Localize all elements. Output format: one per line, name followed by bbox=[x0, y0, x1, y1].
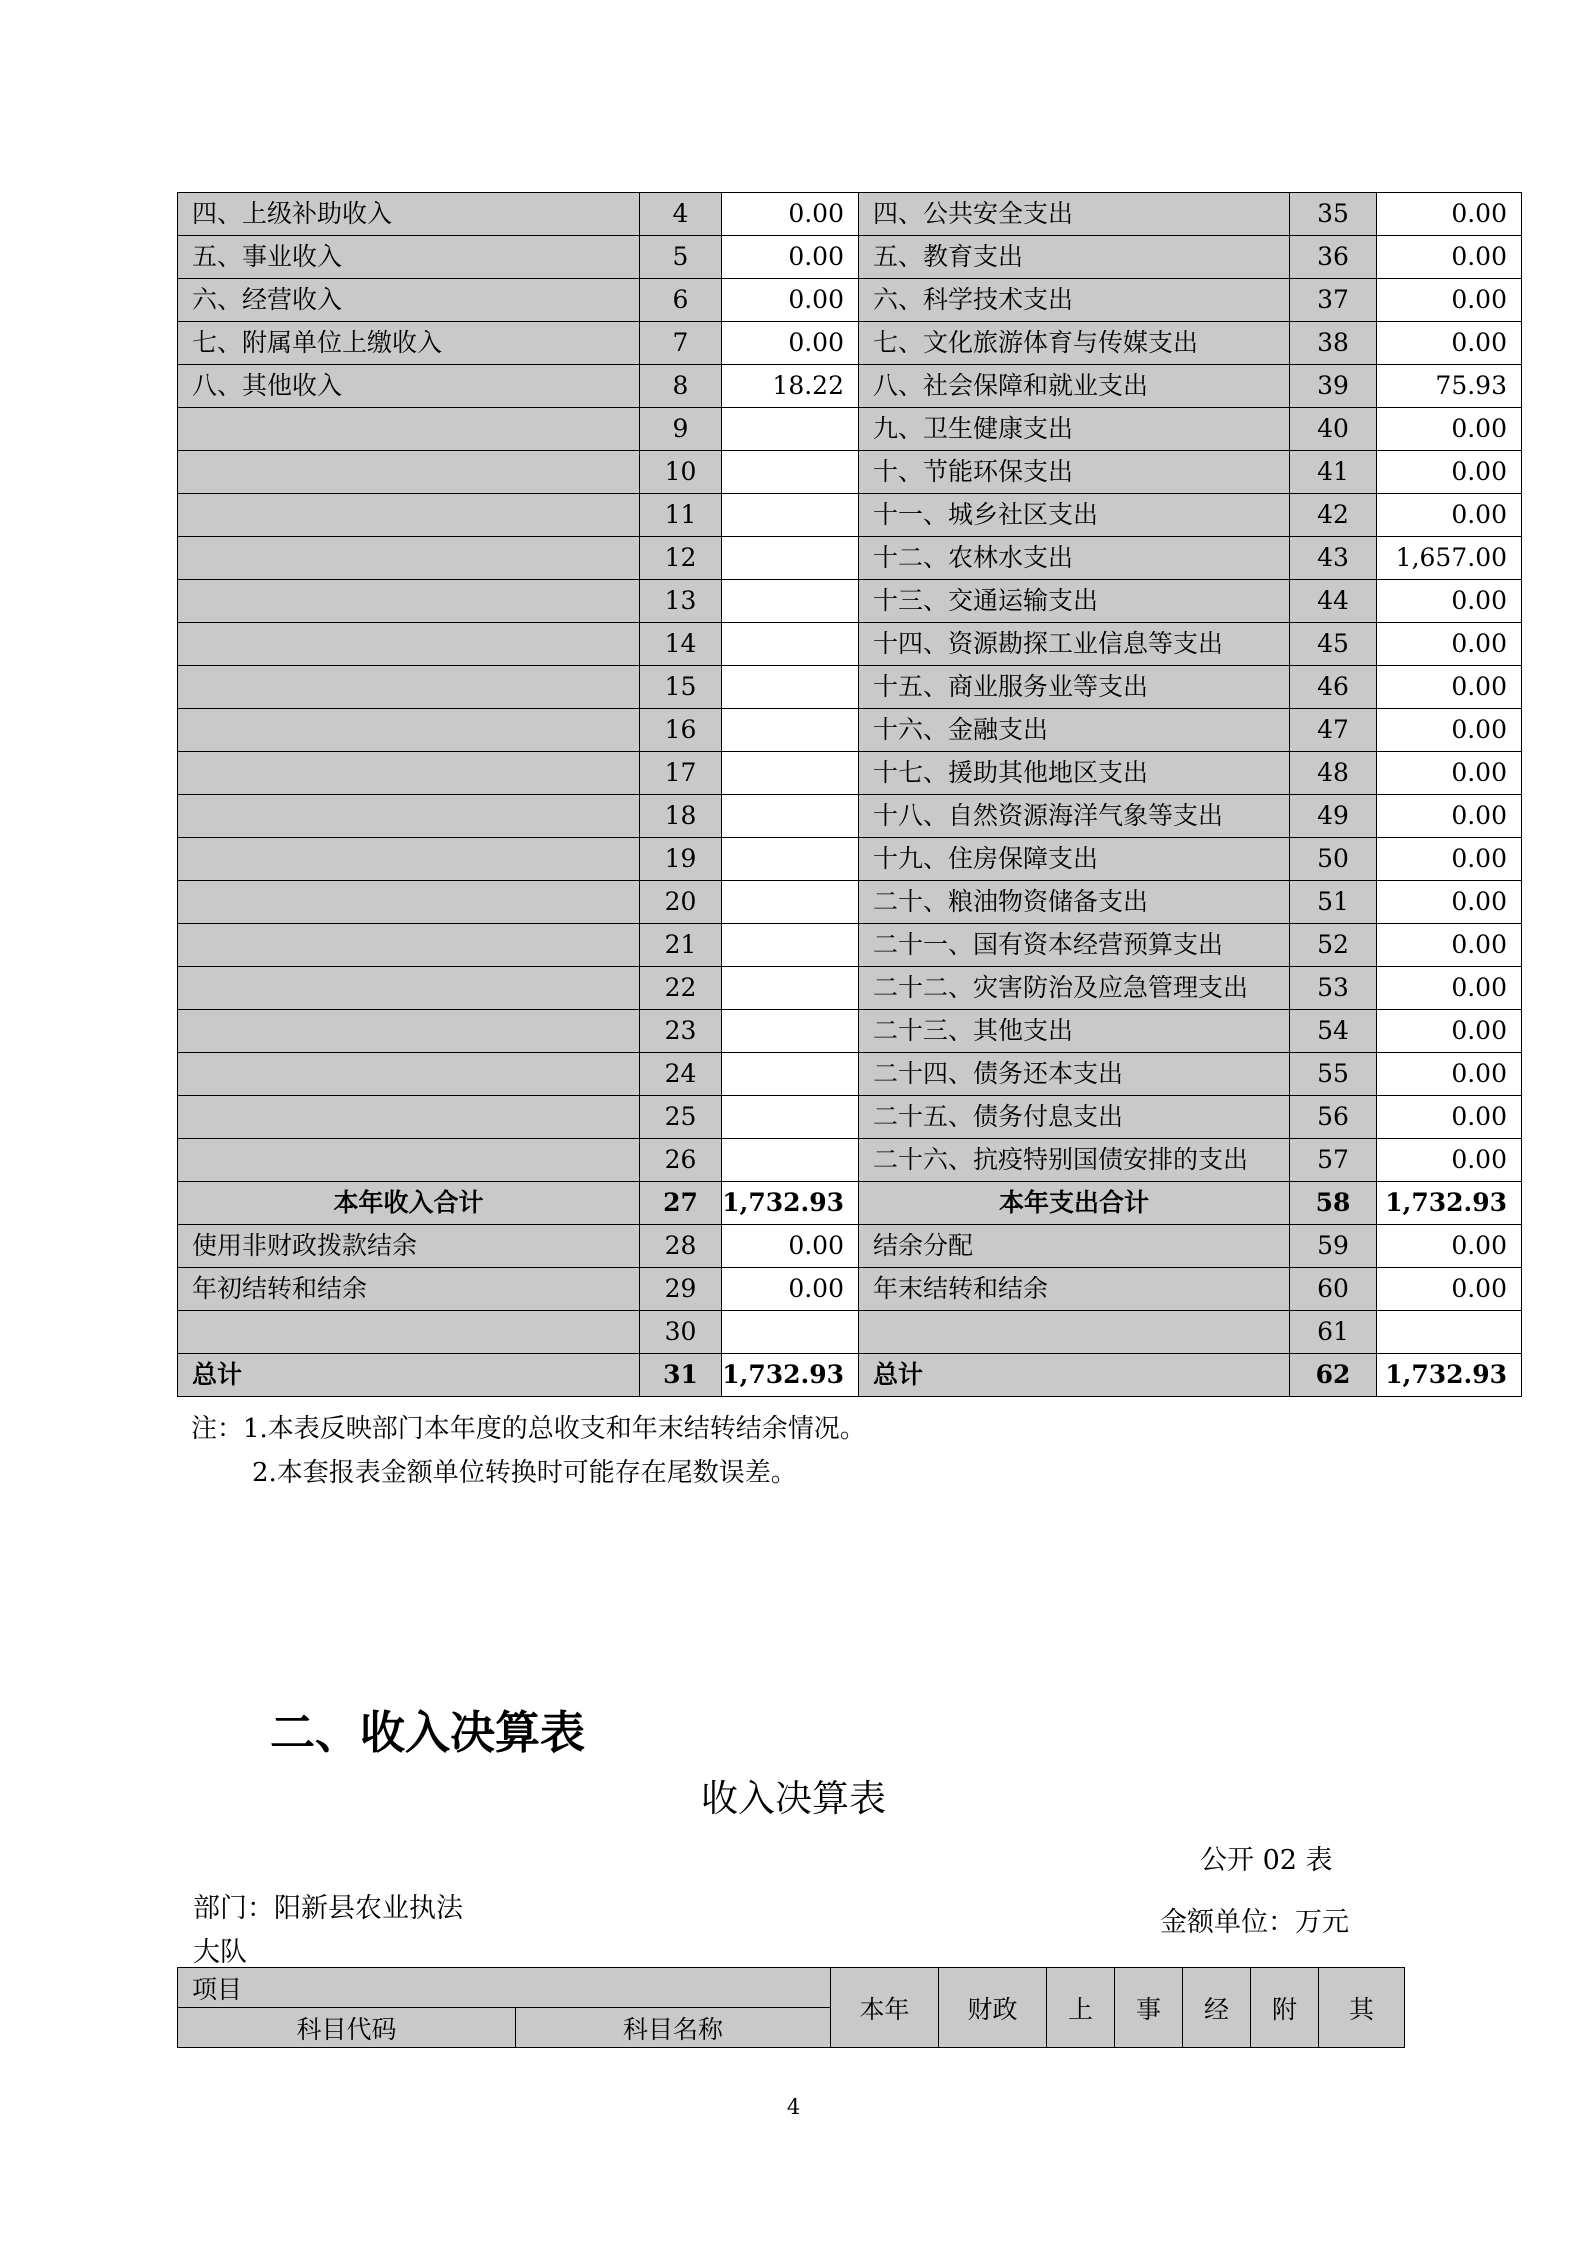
income-line-number-cell: 29 bbox=[640, 1268, 722, 1311]
expense-line-number-cell: 52 bbox=[1290, 924, 1377, 967]
expense-amount-cell: 1,732.93 bbox=[1377, 1354, 1522, 1397]
income-item-cell bbox=[178, 580, 640, 623]
expense-item-cell: 十二、农林水支出 bbox=[859, 537, 1290, 580]
expense-item-cell: 九、卫生健康支出 bbox=[859, 408, 1290, 451]
expense-item-cell: 七、文化旅游体育与传媒支出 bbox=[859, 322, 1290, 365]
income-amount-cell: 18.22 bbox=[722, 365, 859, 408]
expense-line-number-cell: 43 bbox=[1290, 537, 1377, 580]
income-amount-cell: 0.00 bbox=[722, 322, 859, 365]
expense-item-cell: 十三、交通运输支出 bbox=[859, 580, 1290, 623]
income-line-number-cell: 22 bbox=[640, 967, 722, 1010]
expense-item-cell: 二十、粮油物资储备支出 bbox=[859, 881, 1290, 924]
table-row bbox=[178, 709, 1522, 752]
income-item-cell bbox=[178, 838, 640, 881]
table-row bbox=[178, 881, 1522, 924]
table-row bbox=[178, 1096, 1522, 1139]
table-row bbox=[178, 1182, 1522, 1225]
expense-item-cell bbox=[859, 1311, 1290, 1354]
expense-amount-cell: 0.00 bbox=[1377, 838, 1522, 881]
expense-item-cell: 二十六、抗疫特别国债安排的支出 bbox=[859, 1139, 1290, 1182]
expense-amount-cell: 0.00 bbox=[1377, 967, 1522, 1010]
expense-line-number-cell: 54 bbox=[1290, 1010, 1377, 1053]
table-row bbox=[178, 322, 1522, 365]
expense-item-cell: 十一、城乡社区支出 bbox=[859, 494, 1290, 537]
income-line-number-cell: 24 bbox=[640, 1053, 722, 1096]
table-row bbox=[178, 537, 1522, 580]
column-header-other: 其 bbox=[1319, 1968, 1405, 2048]
table-row bbox=[178, 580, 1522, 623]
expense-amount-cell: 0.00 bbox=[1377, 881, 1522, 924]
expense-item-cell: 十六、金融支出 bbox=[859, 709, 1290, 752]
expense-line-number-cell: 57 bbox=[1290, 1139, 1377, 1182]
income-amount-cell bbox=[722, 795, 859, 838]
column-header-current-year: 本年 bbox=[831, 1968, 939, 2048]
table-row bbox=[178, 924, 1522, 967]
income-amount-cell bbox=[722, 838, 859, 881]
expense-line-number-cell: 60 bbox=[1290, 1268, 1377, 1311]
table-note-2: 2.本套报表金额单位转换时可能存在尾数误差。 bbox=[252, 1458, 797, 1488]
income-line-number-cell: 21 bbox=[640, 924, 722, 967]
income-line-number-cell: 20 bbox=[640, 881, 722, 924]
income-line-number-cell: 23 bbox=[640, 1010, 722, 1053]
expense-item-cell: 十七、援助其他地区支出 bbox=[859, 752, 1290, 795]
section-heading: 二、收入决算表 bbox=[270, 1706, 586, 1759]
expense-item-cell: 五、教育支出 bbox=[859, 236, 1290, 279]
income-line-number-cell: 13 bbox=[640, 580, 722, 623]
expense-line-number-cell: 45 bbox=[1290, 623, 1377, 666]
expense-amount-cell: 0.00 bbox=[1377, 279, 1522, 322]
expense-line-number-cell: 48 bbox=[1290, 752, 1377, 795]
table-row bbox=[178, 623, 1522, 666]
income-item-cell: 八、其他收入 bbox=[178, 365, 640, 408]
income-item-cell: 总计 bbox=[178, 1354, 640, 1397]
income-table-header bbox=[177, 1967, 1405, 2048]
table-row bbox=[178, 1010, 1522, 1053]
income-expense-summary-table bbox=[177, 192, 1522, 1397]
expense-item-cell: 二十五、债务付息支出 bbox=[859, 1096, 1290, 1139]
income-item-cell bbox=[178, 666, 640, 709]
income-line-number-cell: 18 bbox=[640, 795, 722, 838]
income-item-cell bbox=[178, 752, 640, 795]
income-amount-cell bbox=[722, 1053, 859, 1096]
expense-line-number-cell: 56 bbox=[1290, 1096, 1377, 1139]
table-row bbox=[178, 666, 1522, 709]
income-item-cell bbox=[178, 967, 640, 1010]
expense-amount-cell: 0.00 bbox=[1377, 580, 1522, 623]
income-item-cell bbox=[178, 1139, 640, 1182]
income-item-cell: 七、附属单位上缴收入 bbox=[178, 322, 640, 365]
expense-amount-cell: 0.00 bbox=[1377, 752, 1522, 795]
expense-item-cell: 年末结转和结余 bbox=[859, 1268, 1290, 1311]
income-amount-cell: 0.00 bbox=[722, 1225, 859, 1268]
income-amount-cell: 0.00 bbox=[722, 279, 859, 322]
income-amount-cell bbox=[722, 1139, 859, 1182]
expense-amount-cell: 1,732.93 bbox=[1377, 1182, 1522, 1225]
expense-line-number-cell: 49 bbox=[1290, 795, 1377, 838]
income-amount-cell bbox=[722, 924, 859, 967]
expense-line-number-cell: 55 bbox=[1290, 1053, 1377, 1096]
table-row bbox=[178, 752, 1522, 795]
amount-unit-label: 金额单位：万元 bbox=[1160, 1907, 1349, 1938]
income-item-cell: 本年收入合计 bbox=[178, 1182, 640, 1225]
expense-line-number-cell: 50 bbox=[1290, 838, 1377, 881]
income-line-number-cell: 30 bbox=[640, 1311, 722, 1354]
expense-amount-cell: 0.00 bbox=[1377, 924, 1522, 967]
expense-line-number-cell: 36 bbox=[1290, 236, 1377, 279]
income-amount-cell bbox=[722, 494, 859, 537]
income-amount-cell bbox=[722, 451, 859, 494]
income-item-cell bbox=[178, 1096, 640, 1139]
expense-item-cell: 八、社会保障和就业支出 bbox=[859, 365, 1290, 408]
expense-amount-cell: 0.00 bbox=[1377, 1096, 1522, 1139]
income-line-number-cell: 10 bbox=[640, 451, 722, 494]
table-note-1: 注：1.本表反映部门本年度的总收支和年末结转结余情况。 bbox=[191, 1414, 866, 1444]
expense-line-number-cell: 35 bbox=[1290, 193, 1377, 236]
income-line-number-cell: 6 bbox=[640, 279, 722, 322]
expense-line-number-cell: 51 bbox=[1290, 881, 1377, 924]
expense-amount-cell: 0.00 bbox=[1377, 494, 1522, 537]
income-line-number-cell: 28 bbox=[640, 1225, 722, 1268]
subject-name-header: 科目名称 bbox=[516, 2008, 831, 2048]
expense-line-number-cell: 47 bbox=[1290, 709, 1377, 752]
expense-item-cell: 十八、自然资源海洋气象等支出 bbox=[859, 795, 1290, 838]
expense-amount-cell: 0.00 bbox=[1377, 1053, 1522, 1096]
expense-line-number-cell: 41 bbox=[1290, 451, 1377, 494]
expense-item-cell: 总计 bbox=[859, 1354, 1290, 1397]
income-amount-cell: 0.00 bbox=[722, 1268, 859, 1311]
expense-item-cell: 十九、住房保障支出 bbox=[859, 838, 1290, 881]
column-header-business: 事 bbox=[1115, 1968, 1183, 2048]
table-row bbox=[178, 795, 1522, 838]
income-line-number-cell: 25 bbox=[640, 1096, 722, 1139]
table-row bbox=[178, 1053, 1522, 1096]
table-row bbox=[178, 1311, 1522, 1354]
income-item-cell bbox=[178, 1311, 640, 1354]
expense-line-number-cell: 40 bbox=[1290, 408, 1377, 451]
expense-item-cell: 六、科学技术支出 bbox=[859, 279, 1290, 322]
income-line-number-cell: 16 bbox=[640, 709, 722, 752]
income-item-cell bbox=[178, 1053, 640, 1096]
expense-amount-cell: 0.00 bbox=[1377, 1268, 1522, 1311]
table-row bbox=[178, 1354, 1522, 1397]
income-amount-cell: 0.00 bbox=[722, 193, 859, 236]
page-number: 4 bbox=[786, 2095, 801, 2119]
income-line-number-cell: 4 bbox=[640, 193, 722, 236]
department-label: 部门：阳新县农业执法大队 bbox=[193, 1893, 463, 1968]
table-row bbox=[178, 967, 1522, 1010]
income-amount-cell bbox=[722, 709, 859, 752]
expense-amount-cell: 0.00 bbox=[1377, 1139, 1522, 1182]
table-row bbox=[178, 451, 1522, 494]
income-item-cell: 六、经营收入 bbox=[178, 279, 640, 322]
income-item-cell bbox=[178, 537, 640, 580]
expense-line-number-cell: 46 bbox=[1290, 666, 1377, 709]
expense-line-number-cell: 58 bbox=[1290, 1182, 1377, 1225]
expense-item-cell: 结余分配 bbox=[859, 1225, 1290, 1268]
expense-line-number-cell: 37 bbox=[1290, 279, 1377, 322]
expense-amount-cell: 0.00 bbox=[1377, 451, 1522, 494]
income-line-number-cell: 12 bbox=[640, 537, 722, 580]
expense-line-number-cell: 42 bbox=[1290, 494, 1377, 537]
expense-item-cell: 二十四、债务还本支出 bbox=[859, 1053, 1290, 1096]
table-row bbox=[178, 1268, 1522, 1311]
income-line-number-cell: 14 bbox=[640, 623, 722, 666]
expense-amount-cell: 75.93 bbox=[1377, 365, 1522, 408]
expense-amount-cell: 0.00 bbox=[1377, 1010, 1522, 1053]
expense-amount-cell: 0.00 bbox=[1377, 408, 1522, 451]
table-row bbox=[178, 279, 1522, 322]
table-row bbox=[178, 1225, 1522, 1268]
expense-amount-cell: 0.00 bbox=[1377, 623, 1522, 666]
column-header-operating: 经 bbox=[1183, 1968, 1251, 2048]
expense-amount-cell: 1,657.00 bbox=[1377, 537, 1522, 580]
summary-table-body bbox=[178, 193, 1522, 1397]
income-line-number-cell: 8 bbox=[640, 365, 722, 408]
table-row bbox=[178, 838, 1522, 881]
table-row bbox=[178, 365, 1522, 408]
expense-line-number-cell: 38 bbox=[1290, 322, 1377, 365]
income-item-cell bbox=[178, 881, 640, 924]
form-code: 公开 02 表 bbox=[1200, 1845, 1333, 1876]
expense-amount-cell: 0.00 bbox=[1377, 236, 1522, 279]
expense-item-cell: 十五、商业服务业等支出 bbox=[859, 666, 1290, 709]
expense-item-cell: 二十三、其他支出 bbox=[859, 1010, 1290, 1053]
column-header-fiscal: 财政 bbox=[939, 1968, 1047, 2048]
expense-line-number-cell: 39 bbox=[1290, 365, 1377, 408]
income-amount-cell bbox=[722, 1010, 859, 1053]
income-line-number-cell: 9 bbox=[640, 408, 722, 451]
income-amount-cell: 1,732.93 bbox=[722, 1354, 859, 1397]
income-item-cell bbox=[178, 709, 640, 752]
expense-amount-cell: 0.00 bbox=[1377, 1225, 1522, 1268]
subject-code-header: 科目代码 bbox=[178, 2008, 516, 2048]
expense-item-cell: 二十二、灾害防治及应急管理支出 bbox=[859, 967, 1290, 1010]
income-amount-cell bbox=[722, 881, 859, 924]
income-line-number-cell: 17 bbox=[640, 752, 722, 795]
income-line-number-cell: 26 bbox=[640, 1139, 722, 1182]
income-line-number-cell: 15 bbox=[640, 666, 722, 709]
income-amount-cell bbox=[722, 1096, 859, 1139]
expense-item-cell: 本年支出合计 bbox=[859, 1182, 1290, 1225]
expense-line-number-cell: 61 bbox=[1290, 1311, 1377, 1354]
table-row bbox=[178, 1139, 1522, 1182]
income-line-number-cell: 27 bbox=[640, 1182, 722, 1225]
income-amount-cell bbox=[722, 967, 859, 1010]
income-amount-cell bbox=[722, 752, 859, 795]
expense-amount-cell: 0.00 bbox=[1377, 795, 1522, 838]
table-row bbox=[178, 236, 1522, 279]
expense-item-cell: 十、节能环保支出 bbox=[859, 451, 1290, 494]
income-amount-cell bbox=[722, 623, 859, 666]
item-header: 项目 bbox=[178, 1968, 831, 2008]
expense-line-number-cell: 53 bbox=[1290, 967, 1377, 1010]
column-header-affiliated: 附 bbox=[1251, 1968, 1319, 2048]
expense-line-number-cell: 44 bbox=[1290, 580, 1377, 623]
expense-amount-cell: 0.00 bbox=[1377, 193, 1522, 236]
expense-amount-cell: 0.00 bbox=[1377, 666, 1522, 709]
income-line-number-cell: 5 bbox=[640, 236, 722, 279]
column-header-superior: 上 bbox=[1047, 1968, 1115, 2048]
table-row bbox=[178, 408, 1522, 451]
income-amount-cell bbox=[722, 666, 859, 709]
expense-item-cell: 二十一、国有资本经营预算支出 bbox=[859, 924, 1290, 967]
expense-amount-cell: 0.00 bbox=[1377, 709, 1522, 752]
income-item-cell: 四、上级补助收入 bbox=[178, 193, 640, 236]
expense-item-cell: 四、公共安全支出 bbox=[859, 193, 1290, 236]
income-line-number-cell: 7 bbox=[640, 322, 722, 365]
expense-line-number-cell: 62 bbox=[1290, 1354, 1377, 1397]
income-line-number-cell: 31 bbox=[640, 1354, 722, 1397]
table-row bbox=[178, 193, 1522, 236]
income-item-cell: 五、事业收入 bbox=[178, 236, 640, 279]
income-amount-cell bbox=[722, 537, 859, 580]
expense-line-number-cell: 59 bbox=[1290, 1225, 1377, 1268]
income-item-cell bbox=[178, 408, 640, 451]
expense-item-cell: 十四、资源勘探工业信息等支出 bbox=[859, 623, 1290, 666]
table-row bbox=[178, 494, 1522, 537]
income-line-number-cell: 19 bbox=[640, 838, 722, 881]
table-title: 收入决算表 bbox=[701, 1777, 886, 1820]
income-item-cell: 使用非财政拨款结余 bbox=[178, 1225, 640, 1268]
income-item-cell bbox=[178, 451, 640, 494]
income-item-cell bbox=[178, 924, 640, 967]
expense-amount-cell bbox=[1377, 1311, 1522, 1354]
income-amount-cell bbox=[722, 1311, 859, 1354]
income-amount-cell bbox=[722, 580, 859, 623]
income-item-cell bbox=[178, 494, 640, 537]
income-line-number-cell: 11 bbox=[640, 494, 722, 537]
income-item-cell: 年初结转和结余 bbox=[178, 1268, 640, 1311]
income-item-cell bbox=[178, 623, 640, 666]
income-amount-cell: 1,732.93 bbox=[722, 1182, 859, 1225]
income-item-cell bbox=[178, 795, 640, 838]
income-amount-cell: 0.00 bbox=[722, 236, 859, 279]
expense-amount-cell: 0.00 bbox=[1377, 322, 1522, 365]
income-amount-cell bbox=[722, 408, 859, 451]
income-item-cell bbox=[178, 1010, 640, 1053]
